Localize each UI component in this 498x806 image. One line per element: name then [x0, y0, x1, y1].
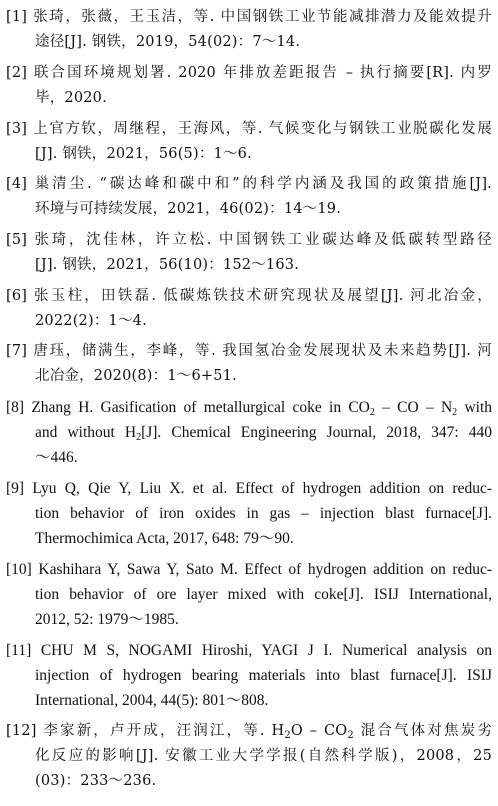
reference-item: [0, 5, 498, 55]
reference-line: [8] Zhang H. Gasification of metallurgical coke in $CO_2$ – CO – $N_2$ with: [6, 399, 492, 418]
reference-line: International, 2004, 44(5): 801～808.: [35, 692, 269, 709]
reference-line: ～446.: [35, 449, 78, 466]
reference-line: [3] 上官方钦，周继程，王海风，等. 气候变化与钢铁工业脱碳化发展: [6, 121, 492, 137]
reference-line: 2022(2)：1～4.: [35, 313, 147, 329]
reference-line: [2] 联合国环境规划署. 2020 年排放差距报告 – 执行摘要[R]. 内罗: [6, 65, 492, 81]
reference-item: [0, 476, 498, 551]
reference-line: [7] 唐珏，储满生，李峰，等. 我国氢冶金发展现状及未来趋势[J]. 河: [6, 343, 492, 359]
reference-item: [0, 339, 498, 389]
reference-line: [11] CHU M S, NOGAMI Hiroshi, YAGI J I. Numerical analysis on: [6, 642, 492, 659]
reference-line: 环境与可持续发展，2021，46(02)：14～19.: [35, 201, 342, 217]
reference-item: [0, 719, 498, 794]
reference-line: 化反应的影响[J]. 安徽工业大学学报(自然科学版)，2008，25: [35, 748, 492, 764]
reference-item: [0, 172, 498, 222]
reference-line: 毕，2020.: [35, 90, 107, 106]
reference-line: 2012, 52: 1979～1985.: [35, 611, 179, 628]
reference-line: (03)：233～236.: [35, 773, 157, 789]
reference-line: tion behavior of ore layer mixed with coke[J]. ISIJ International,: [35, 586, 492, 603]
reference-line: [1] 张琦，张薇，王玉洁，等. 中国钢铁工业节能减排潜力及能效提升: [6, 9, 492, 25]
reference-line: [10] Kashihara Y, Sawa Y, Sato M. Effect of hydrogen addition on reduc-: [6, 561, 492, 578]
reference-line: 途径[J]. 钢铁，2019，54(02)：7～14.: [35, 34, 301, 50]
reference-line: 北冶金，2020(8)：1～6+51.: [35, 368, 237, 384]
reference-line: injection of hydrogen bearing materials into blast furnace[J]. ISIJ: [35, 667, 492, 684]
reference-line: [6] 张玉柱，田铁磊. 低碳炼铁技术研究现状及展望[J]. 河北冶金，: [6, 288, 492, 304]
reference-item: [0, 638, 498, 713]
reference-line: [9] Lyu Q, Qie Y, Liu X. et al. Effect of hydrogen addition on reduc-: [6, 480, 492, 497]
reference-line: tion behavior of iron oxides in gas – injection blast furnace[J].: [35, 505, 492, 522]
reference-line: and without $H_2[J]$. Chemical Engineering Journal, 2018, 347: 440: [35, 424, 492, 443]
reference-item: [0, 284, 498, 334]
reference-item: [0, 557, 498, 632]
reference-line: [J]. 钢铁，2021，56(5)：1～6.: [35, 146, 252, 162]
reference-line: Thermochimica Acta, 2017, 648: 79～90.: [35, 530, 294, 547]
reference-item: [0, 117, 498, 167]
reference-item: [0, 61, 498, 111]
reference-line: [12] 李家新，卢开成，汪润江，等. $H_2O - CO_2$ 混合气体对焦炭劣: [6, 723, 492, 741]
reference-line: [5] 张琦，沈佳林，许立松. 中国钢铁工业碳达峰及低碳转型路径: [6, 232, 492, 248]
reference-item: [0, 395, 498, 470]
reference-item: [0, 228, 498, 278]
reference-line: [4] 巢清尘. “碳达峰和碳中和”的科学内涵及我国的政策措施[J].: [6, 176, 492, 192]
reference-line: [J]. 钢铁，2021，56(10)：152～163.: [35, 257, 300, 273]
